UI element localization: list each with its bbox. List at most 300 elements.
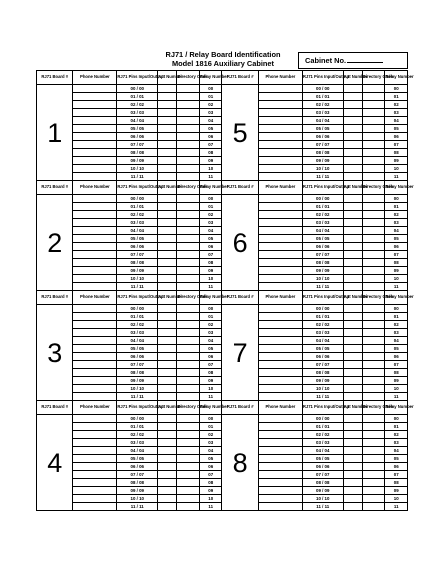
directory-code-cell[interactable] — [177, 133, 200, 141]
directory-code-cell[interactable] — [362, 431, 385, 439]
phone-number-cell[interactable] — [73, 431, 117, 439]
directory-code-cell[interactable] — [177, 353, 200, 361]
directory-code-cell[interactable] — [362, 173, 385, 181]
apt-number-cell[interactable] — [343, 149, 362, 157]
phone-number-cell[interactable] — [73, 283, 117, 291]
phone-number-cell[interactable] — [258, 385, 302, 393]
directory-code-cell[interactable] — [177, 463, 200, 471]
phone-number-cell[interactable] — [73, 495, 117, 503]
directory-code-cell[interactable] — [177, 313, 200, 321]
phone-number-cell[interactable] — [73, 321, 117, 329]
phone-number-cell[interactable] — [73, 305, 117, 313]
directory-code-cell[interactable] — [362, 439, 385, 447]
apt-number-cell[interactable] — [158, 471, 177, 479]
apt-number-cell[interactable] — [158, 165, 177, 173]
directory-code-cell[interactable] — [177, 275, 200, 283]
directory-code-cell[interactable] — [362, 101, 385, 109]
directory-code-cell[interactable] — [362, 503, 385, 511]
apt-number-cell[interactable] — [158, 195, 177, 203]
apt-number-cell[interactable] — [343, 305, 362, 313]
phone-number-cell[interactable] — [73, 423, 117, 431]
phone-number-cell[interactable] — [258, 195, 302, 203]
directory-code-cell[interactable] — [177, 219, 200, 227]
apt-number-cell[interactable] — [343, 101, 362, 109]
phone-number-cell[interactable] — [258, 393, 302, 401]
directory-code-cell[interactable] — [177, 149, 200, 157]
directory-code-cell[interactable] — [177, 447, 200, 455]
phone-number-cell[interactable] — [73, 447, 117, 455]
phone-number-cell[interactable] — [258, 133, 302, 141]
phone-number-cell[interactable] — [73, 219, 117, 227]
apt-number-cell[interactable] — [343, 439, 362, 447]
apt-number-cell[interactable] — [158, 85, 177, 93]
apt-number-cell[interactable] — [158, 503, 177, 511]
apt-number-cell[interactable] — [343, 133, 362, 141]
phone-number-cell[interactable] — [73, 455, 117, 463]
directory-code-cell[interactable] — [362, 267, 385, 275]
directory-code-cell[interactable] — [177, 109, 200, 117]
apt-number-cell[interactable] — [343, 479, 362, 487]
directory-code-cell[interactable] — [362, 487, 385, 495]
phone-number-cell[interactable] — [73, 487, 117, 495]
apt-number-cell[interactable] — [158, 157, 177, 165]
directory-code-cell[interactable] — [177, 259, 200, 267]
directory-code-cell[interactable] — [362, 141, 385, 149]
apt-number-cell[interactable] — [158, 361, 177, 369]
apt-number-cell[interactable] — [343, 173, 362, 181]
phone-number-cell[interactable] — [258, 125, 302, 133]
board-col-header: RJ71 Board # — [37, 71, 73, 85]
apt-number-cell[interactable] — [343, 219, 362, 227]
directory-code-cell[interactable] — [177, 125, 200, 133]
phone-number-cell[interactable] — [258, 203, 302, 211]
apt-number-cell[interactable] — [158, 337, 177, 345]
directory-code-cell[interactable] — [177, 439, 200, 447]
phone-number-cell[interactable] — [258, 415, 302, 423]
directory-code-cell[interactable] — [362, 455, 385, 463]
phone-number-cell[interactable] — [258, 321, 302, 329]
directory-code-cell[interactable] — [177, 345, 200, 353]
apt-number-cell[interactable] — [343, 393, 362, 401]
apt-number-cell[interactable] — [343, 385, 362, 393]
apt-number-cell[interactable] — [158, 487, 177, 495]
apt-number-cell[interactable] — [158, 267, 177, 275]
apt-number-cell[interactable] — [158, 369, 177, 377]
apt-number-cell[interactable] — [158, 101, 177, 109]
apt-number-cell[interactable] — [158, 141, 177, 149]
phone-col-header: Phone Number — [73, 181, 117, 195]
phone-number-cell[interactable] — [73, 377, 117, 385]
apt-number-cell[interactable] — [343, 259, 362, 267]
apt-number-cell[interactable] — [158, 313, 177, 321]
directory-code-cell[interactable] — [362, 275, 385, 283]
phone-number-cell[interactable] — [258, 259, 302, 267]
apt-number-cell[interactable] — [343, 503, 362, 511]
directory-code-cell[interactable] — [177, 415, 200, 423]
apt-number-cell[interactable] — [158, 133, 177, 141]
directory-code-cell[interactable] — [362, 393, 385, 401]
phone-number-cell[interactable] — [258, 85, 302, 93]
phone-number-cell[interactable] — [258, 455, 302, 463]
phone-number-cell[interactable] — [73, 385, 117, 393]
apt-number-cell[interactable] — [158, 227, 177, 235]
apt-number-cell[interactable] — [343, 235, 362, 243]
directory-code-cell[interactable] — [177, 471, 200, 479]
apt-number-cell[interactable] — [158, 149, 177, 157]
apt-number-cell[interactable] — [343, 251, 362, 259]
phone-number-cell[interactable] — [258, 495, 302, 503]
phone-number-cell[interactable] — [258, 439, 302, 447]
apt-number-cell[interactable] — [343, 109, 362, 117]
apt-number-cell[interactable] — [343, 447, 362, 455]
directory-code-cell[interactable] — [362, 133, 385, 141]
directory-code-cell[interactable] — [177, 495, 200, 503]
apt-number-cell[interactable] — [158, 415, 177, 423]
apt-number-cell[interactable] — [158, 393, 177, 401]
phone-number-cell[interactable] — [258, 101, 302, 109]
apt-number-cell[interactable] — [343, 141, 362, 149]
directory-code-cell[interactable] — [362, 423, 385, 431]
phone-number-cell[interactable] — [258, 173, 302, 181]
phone-number-cell[interactable] — [258, 447, 302, 455]
phone-number-cell[interactable] — [258, 369, 302, 377]
directory-code-cell[interactable] — [362, 125, 385, 133]
phone-number-cell[interactable] — [73, 165, 117, 173]
phone-number-cell[interactable] — [73, 329, 117, 337]
phone-number-cell[interactable] — [258, 329, 302, 337]
directory-code-cell[interactable] — [177, 85, 200, 93]
phone-number-cell[interactable] — [258, 463, 302, 471]
phone-number-cell[interactable] — [258, 337, 302, 345]
directory-code-cell[interactable] — [177, 305, 200, 313]
phone-number-cell[interactable] — [73, 415, 117, 423]
phone-number-cell[interactable] — [73, 471, 117, 479]
directory-code-cell[interactable] — [177, 361, 200, 369]
apt-number-cell[interactable] — [158, 211, 177, 219]
phone-number-cell[interactable] — [258, 141, 302, 149]
apt-number-cell[interactable] — [343, 345, 362, 353]
directory-code-cell[interactable] — [362, 369, 385, 377]
apt-number-cell[interactable] — [343, 321, 362, 329]
phone-number-cell[interactable] — [258, 227, 302, 235]
phone-number-cell[interactable] — [258, 219, 302, 227]
apt-number-cell[interactable] — [343, 423, 362, 431]
phone-number-cell[interactable] — [73, 133, 117, 141]
apt-number-cell[interactable] — [343, 337, 362, 345]
phone-number-cell[interactable] — [258, 211, 302, 219]
directory-code-cell[interactable] — [177, 195, 200, 203]
directory-code-cell[interactable] — [362, 337, 385, 345]
phone-number-cell[interactable] — [73, 275, 117, 283]
apt-number-cell[interactable] — [158, 283, 177, 291]
phone-number-cell[interactable] — [73, 109, 117, 117]
apt-number-cell[interactable] — [343, 431, 362, 439]
apt-number-cell[interactable] — [343, 329, 362, 337]
phone-number-cell[interactable] — [258, 243, 302, 251]
apt-number-cell[interactable] — [343, 471, 362, 479]
directory-code-cell[interactable] — [362, 377, 385, 385]
phone-number-cell[interactable] — [73, 101, 117, 109]
phone-number-cell[interactable] — [73, 203, 117, 211]
directory-code-cell[interactable] — [177, 267, 200, 275]
directory-code-cell[interactable] — [177, 503, 200, 511]
apt-number-cell[interactable] — [158, 125, 177, 133]
directory-code-cell[interactable] — [362, 235, 385, 243]
directory-code-cell[interactable] — [362, 109, 385, 117]
phone-number-cell[interactable] — [73, 157, 117, 165]
apt-number-cell[interactable] — [343, 93, 362, 101]
apt-number-cell[interactable] — [343, 463, 362, 471]
apt-number-cell[interactable] — [158, 235, 177, 243]
pins-cell: 07 / 07 — [117, 471, 158, 479]
cabinet-number-field[interactable] — [298, 52, 408, 69]
phone-number-cell[interactable] — [73, 235, 117, 243]
apt-number-cell[interactable] — [343, 369, 362, 377]
phone-number-cell[interactable] — [73, 85, 117, 93]
phone-number-cell[interactable] — [73, 361, 117, 369]
apt-number-cell[interactable] — [158, 385, 177, 393]
phone-number-cell[interactable] — [258, 117, 302, 125]
directory-code-cell[interactable] — [177, 227, 200, 235]
directory-code-cell[interactable] — [362, 165, 385, 173]
apt-number-cell[interactable] — [343, 117, 362, 125]
apt-number-cell[interactable] — [158, 117, 177, 125]
directory-code-cell[interactable] — [362, 361, 385, 369]
apt-col-header: Apt Number — [343, 401, 362, 415]
phone-number-cell[interactable] — [73, 173, 117, 181]
phone-number-cell[interactable] — [73, 353, 117, 361]
phone-number-cell[interactable] — [73, 243, 117, 251]
phone-number-cell[interactable] — [73, 503, 117, 511]
directory-code-cell[interactable] — [362, 385, 385, 393]
directory-code-cell[interactable] — [177, 385, 200, 393]
apt-number-cell[interactable] — [343, 361, 362, 369]
directory-code-cell[interactable] — [177, 165, 200, 173]
directory-code-cell[interactable] — [362, 203, 385, 211]
directory-code-cell[interactable] — [362, 219, 385, 227]
phone-number-cell[interactable] — [73, 345, 117, 353]
apt-number-cell[interactable] — [158, 345, 177, 353]
phone-number-cell[interactable] — [73, 463, 117, 471]
directory-code-cell[interactable] — [177, 203, 200, 211]
phone-number-cell[interactable] — [73, 479, 117, 487]
apt-number-cell[interactable] — [343, 353, 362, 361]
apt-number-cell[interactable] — [158, 203, 177, 211]
relay-number-cell: 08 — [199, 259, 222, 267]
apt-number-cell[interactable] — [158, 275, 177, 283]
phone-number-cell[interactable] — [258, 93, 302, 101]
directory-code-cell[interactable] — [362, 157, 385, 165]
directory-code-cell[interactable] — [177, 211, 200, 219]
phone-number-cell[interactable] — [258, 361, 302, 369]
directory-code-cell[interactable] — [177, 369, 200, 377]
phone-number-cell[interactable] — [258, 471, 302, 479]
phone-number-cell[interactable] — [258, 313, 302, 321]
directory-code-cell[interactable] — [362, 471, 385, 479]
directory-code-cell[interactable] — [362, 117, 385, 125]
apt-number-cell[interactable] — [343, 283, 362, 291]
directory-code-cell[interactable] — [177, 423, 200, 431]
directory-code-cell[interactable] — [362, 227, 385, 235]
directory-code-cell[interactable] — [177, 101, 200, 109]
directory-code-cell[interactable] — [362, 329, 385, 337]
directory-code-cell[interactable] — [177, 251, 200, 259]
phone-number-cell[interactable] — [258, 479, 302, 487]
apt-number-cell[interactable] — [158, 463, 177, 471]
phone-number-cell[interactable] — [258, 377, 302, 385]
phone-number-cell[interactable] — [73, 125, 117, 133]
phone-number-cell[interactable] — [73, 227, 117, 235]
apt-number-cell[interactable] — [158, 479, 177, 487]
directory-code-cell[interactable] — [177, 337, 200, 345]
apt-number-cell[interactable] — [343, 195, 362, 203]
phone-number-cell[interactable] — [73, 393, 117, 401]
phone-number-cell[interactable] — [73, 439, 117, 447]
directory-code-cell[interactable] — [362, 149, 385, 157]
directory-code-cell[interactable] — [177, 329, 200, 337]
directory-col-header: Directory Code — [362, 291, 385, 305]
directory-col-header: Directory Code — [362, 401, 385, 415]
apt-number-cell[interactable] — [158, 431, 177, 439]
apt-number-cell[interactable] — [343, 267, 362, 275]
apt-number-cell[interactable] — [158, 495, 177, 503]
apt-number-cell[interactable] — [158, 423, 177, 431]
phone-number-cell[interactable] — [258, 149, 302, 157]
apt-number-cell[interactable] — [343, 313, 362, 321]
phone-number-cell[interactable] — [73, 117, 117, 125]
apt-number-cell[interactable] — [158, 243, 177, 251]
directory-code-cell[interactable] — [362, 313, 385, 321]
apt-number-cell[interactable] — [343, 415, 362, 423]
directory-col-header: Directory Code — [177, 181, 200, 195]
apt-number-cell[interactable] — [343, 455, 362, 463]
pins-cell: 01 / 01 — [117, 423, 158, 431]
directory-code-cell[interactable] — [177, 173, 200, 181]
apt-number-cell[interactable] — [343, 275, 362, 283]
apt-number-cell[interactable] — [343, 487, 362, 495]
directory-code-cell[interactable] — [177, 487, 200, 495]
apt-number-cell[interactable] — [158, 321, 177, 329]
apt-number-cell[interactable] — [343, 377, 362, 385]
directory-code-cell[interactable] — [362, 259, 385, 267]
directory-code-cell[interactable] — [362, 321, 385, 329]
directory-code-cell[interactable] — [177, 431, 200, 439]
directory-code-cell[interactable] — [362, 463, 385, 471]
directory-code-cell[interactable] — [177, 455, 200, 463]
phone-number-cell[interactable] — [258, 267, 302, 275]
apt-number-cell[interactable] — [343, 165, 362, 173]
phone-number-cell[interactable] — [73, 251, 117, 259]
apt-number-cell[interactable] — [158, 447, 177, 455]
apt-number-cell[interactable] — [158, 377, 177, 385]
apt-number-cell[interactable] — [343, 85, 362, 93]
apt-number-cell[interactable] — [343, 125, 362, 133]
phone-number-cell[interactable] — [258, 423, 302, 431]
apt-number-cell[interactable] — [158, 259, 177, 267]
directory-code-cell[interactable] — [362, 495, 385, 503]
phone-number-cell[interactable] — [258, 109, 302, 117]
apt-number-cell[interactable] — [158, 329, 177, 337]
apt-number-cell[interactable] — [158, 455, 177, 463]
phone-number-cell[interactable] — [73, 211, 117, 219]
phone-number-cell[interactable] — [258, 251, 302, 259]
phone-number-cell[interactable] — [258, 503, 302, 511]
directory-code-cell[interactable] — [177, 117, 200, 125]
phone-number-cell[interactable] — [258, 305, 302, 313]
phone-number-cell[interactable] — [258, 165, 302, 173]
apt-number-cell[interactable] — [158, 219, 177, 227]
phone-number-cell[interactable] — [258, 487, 302, 495]
phone-number-cell[interactable] — [73, 141, 117, 149]
directory-code-cell[interactable] — [362, 195, 385, 203]
apt-number-cell[interactable] — [158, 109, 177, 117]
apt-number-cell[interactable] — [343, 157, 362, 165]
directory-code-cell[interactable] — [177, 283, 200, 291]
phone-number-cell[interactable] — [73, 93, 117, 101]
directory-code-cell[interactable] — [362, 479, 385, 487]
phone-number-cell[interactable] — [258, 157, 302, 165]
phone-number-cell[interactable] — [258, 235, 302, 243]
apt-number-cell[interactable] — [158, 173, 177, 181]
directory-code-cell[interactable] — [362, 283, 385, 291]
apt-number-cell[interactable] — [158, 93, 177, 101]
directory-code-cell[interactable] — [177, 243, 200, 251]
directory-code-cell[interactable] — [362, 415, 385, 423]
apt-number-cell[interactable] — [343, 495, 362, 503]
directory-code-cell[interactable] — [177, 235, 200, 243]
phone-number-cell[interactable] — [73, 267, 117, 275]
directory-code-cell[interactable] — [177, 377, 200, 385]
phone-number-cell[interactable] — [73, 259, 117, 267]
apt-number-cell[interactable] — [343, 203, 362, 211]
phone-number-cell[interactable] — [73, 313, 117, 321]
directory-code-cell[interactable] — [177, 141, 200, 149]
directory-code-cell[interactable] — [362, 345, 385, 353]
phone-number-cell[interactable] — [258, 275, 302, 283]
apt-number-cell[interactable] — [158, 251, 177, 259]
phone-number-cell[interactable] — [73, 337, 117, 345]
apt-number-cell[interactable] — [158, 305, 177, 313]
phone-number-cell[interactable] — [258, 353, 302, 361]
directory-code-cell[interactable] — [362, 447, 385, 455]
phone-number-cell[interactable] — [258, 431, 302, 439]
cabinet-number-blank[interactable] — [347, 55, 383, 63]
apt-number-cell[interactable] — [343, 211, 362, 219]
phone-number-cell[interactable] — [258, 283, 302, 291]
directory-code-cell[interactable] — [362, 243, 385, 251]
phone-number-cell[interactable] — [73, 195, 117, 203]
directory-code-cell[interactable] — [177, 393, 200, 401]
directory-code-cell[interactable] — [362, 305, 385, 313]
directory-code-cell[interactable] — [362, 211, 385, 219]
apt-number-cell[interactable] — [343, 227, 362, 235]
directory-code-cell[interactable] — [362, 85, 385, 93]
pins-cell: 04 / 04 — [302, 117, 343, 125]
apt-number-cell[interactable] — [158, 439, 177, 447]
directory-code-cell[interactable] — [177, 157, 200, 165]
phone-number-cell[interactable] — [73, 369, 117, 377]
phone-number-cell[interactable] — [258, 345, 302, 353]
apt-number-cell[interactable] — [158, 353, 177, 361]
directory-code-cell[interactable] — [362, 93, 385, 101]
directory-code-cell[interactable] — [177, 93, 200, 101]
directory-code-cell[interactable] — [362, 353, 385, 361]
directory-code-cell[interactable] — [177, 321, 200, 329]
directory-code-cell[interactable] — [362, 251, 385, 259]
phone-number-cell[interactable] — [73, 149, 117, 157]
apt-number-cell[interactable] — [343, 243, 362, 251]
directory-code-cell[interactable] — [177, 479, 200, 487]
